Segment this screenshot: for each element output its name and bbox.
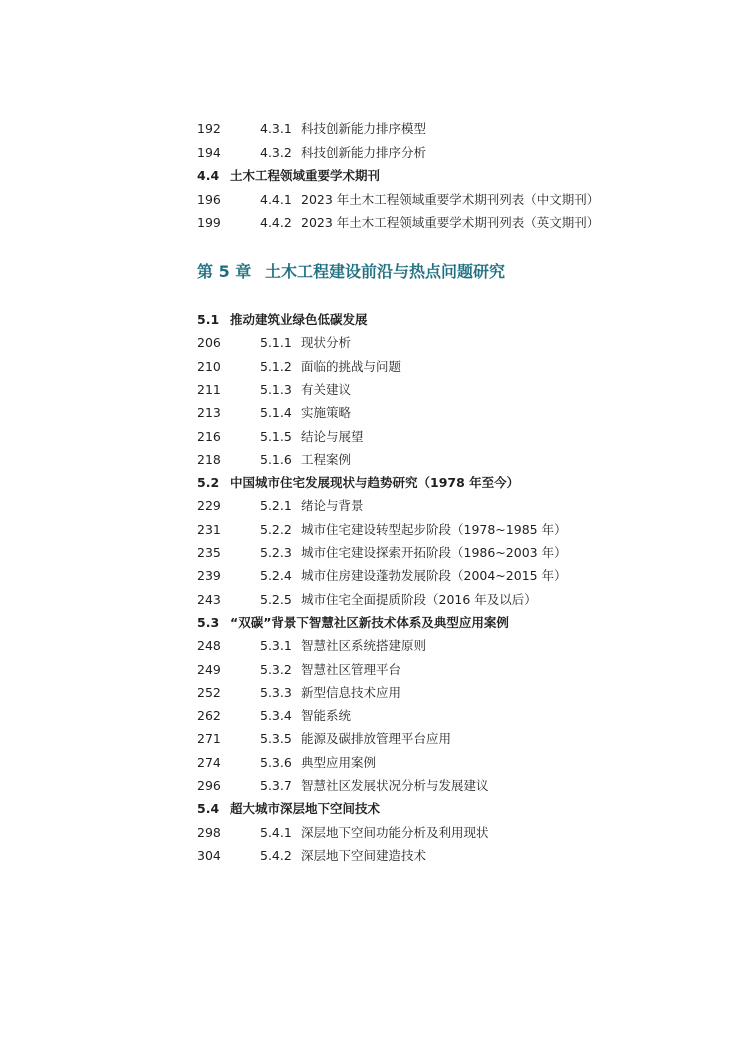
page-number: 199 xyxy=(197,215,221,230)
entry-number: 5.3.7 xyxy=(260,778,292,793)
chapter-title: 土木工程建设前沿与热点问题研究 xyxy=(265,262,506,281)
entry-title: 结论与展望 xyxy=(301,429,364,444)
chapter-number: 第 5 章 xyxy=(197,262,252,281)
entry-title: 典型应用案例 xyxy=(301,755,377,770)
page-number: 211 xyxy=(197,382,221,397)
entry-number: 5.1.4 xyxy=(260,405,292,420)
entry-title: 现状分析 xyxy=(301,335,352,350)
page-number: 252 xyxy=(197,685,221,700)
section-number: 5.2 xyxy=(197,475,220,490)
entry-title: 城市住宅全面提质阶段（2016 年及以后） xyxy=(301,592,537,607)
entry-number: 5.2.3 xyxy=(260,545,292,560)
entry-number: 4.4.2 xyxy=(260,215,292,230)
entry-number: 5.3.5 xyxy=(260,731,292,746)
page-number: 218 xyxy=(197,452,221,467)
entry-number: 5.3.1 xyxy=(260,638,292,653)
entry-number: 4.4.1 xyxy=(260,192,292,207)
entry-number: 5.1.3 xyxy=(260,382,292,397)
section-number: 5.3 xyxy=(197,615,220,630)
section-number: 4.4 xyxy=(197,168,220,183)
entry-title: 科技创新能力排序分析 xyxy=(301,145,427,160)
entry-number: 5.1.5 xyxy=(260,429,292,444)
entry-title: 实施策略 xyxy=(301,405,352,420)
page-number: 229 xyxy=(197,498,221,513)
entry-title: 工程案例 xyxy=(301,452,352,467)
entry-title: 2023 年土木工程领域重要学术期刊列表（英文期刊） xyxy=(301,215,600,230)
page-number: 235 xyxy=(197,545,221,560)
section-number: 5.4 xyxy=(197,801,220,816)
page-number: 213 xyxy=(197,405,221,420)
page-number: 298 xyxy=(197,825,221,840)
entry-title: 科技创新能力排序模型 xyxy=(301,121,427,136)
page-number: 231 xyxy=(197,522,221,537)
page-number: 192 xyxy=(197,121,221,136)
entry-title: 城市住宅建设探索开拓阶段（1986~2003 年） xyxy=(301,545,567,560)
page-number: 210 xyxy=(197,359,221,374)
entry-title: 智慧社区管理平台 xyxy=(301,662,402,677)
entry-number: 5.3.3 xyxy=(260,685,292,700)
page-number: 206 xyxy=(197,335,221,350)
section-title: 推动建筑业绿色低碳发展 xyxy=(230,312,368,327)
section-title: “双碳”背景下智慧社区新技术体系及典型应用案例 xyxy=(230,615,509,630)
section-title: 土木工程领域重要学术期刊 xyxy=(230,168,381,183)
page-number: 194 xyxy=(197,145,221,160)
entry-title: 深层地下空间功能分析及利用现状 xyxy=(301,825,489,840)
page-number: 271 xyxy=(197,731,221,746)
entry-number: 4.3.1 xyxy=(260,121,292,136)
entry-number: 5.4.1 xyxy=(260,825,292,840)
page-number: 239 xyxy=(197,568,221,583)
entry-number: 5.3.2 xyxy=(260,662,292,677)
entry-title: 智慧社区发展状况分析与发展建议 xyxy=(301,778,489,793)
page-number: 249 xyxy=(197,662,221,677)
entry-number: 5.2.4 xyxy=(260,568,292,583)
entry-number: 5.2.1 xyxy=(260,498,292,513)
entry-title: 绪论与背景 xyxy=(301,498,364,513)
entry-title: 城市住宅建设转型起步阶段（1978~1985 年） xyxy=(301,522,567,537)
entry-number: 5.2.2 xyxy=(260,522,292,537)
entry-title: 深层地下空间建造技术 xyxy=(301,848,427,863)
section-title: 中国城市住宅发展现状与趋势研究（1978 年至今） xyxy=(230,475,520,490)
page-number: 262 xyxy=(197,708,221,723)
entry-number: 5.1.6 xyxy=(260,452,292,467)
entry-title: 城市住房建设蓬勃发展阶段（2004~2015 年） xyxy=(301,568,567,583)
entry-title: 2023 年土木工程领域重要学术期刊列表（中文期刊） xyxy=(301,192,600,207)
page-number: 296 xyxy=(197,778,221,793)
entry-title: 新型信息技术应用 xyxy=(301,685,402,700)
page-number: 196 xyxy=(197,192,221,207)
entry-title: 智慧社区系统搭建原则 xyxy=(301,638,427,653)
page-number: 248 xyxy=(197,638,221,653)
entry-number: 5.2.5 xyxy=(260,592,292,607)
entry-number: 5.1.1 xyxy=(260,335,292,350)
page-number: 243 xyxy=(197,592,221,607)
entry-number: 5.3.4 xyxy=(260,708,292,723)
page-number: 304 xyxy=(197,848,221,863)
entry-number: 5.3.6 xyxy=(260,755,292,770)
entry-title: 能源及碳排放管理平台应用 xyxy=(301,731,452,746)
page-number: 216 xyxy=(197,429,221,444)
entry-number: 5.1.2 xyxy=(260,359,292,374)
section-title: 超大城市深层地下空间技术 xyxy=(230,801,381,816)
entry-title: 有关建议 xyxy=(301,382,352,397)
entry-title: 面临的挑战与问题 xyxy=(301,359,402,374)
entry-title: 智能系统 xyxy=(301,708,352,723)
page-number: 274 xyxy=(197,755,221,770)
section-number: 5.1 xyxy=(197,312,220,327)
entry-number: 4.3.2 xyxy=(260,145,292,160)
entry-number: 5.4.2 xyxy=(260,848,292,863)
